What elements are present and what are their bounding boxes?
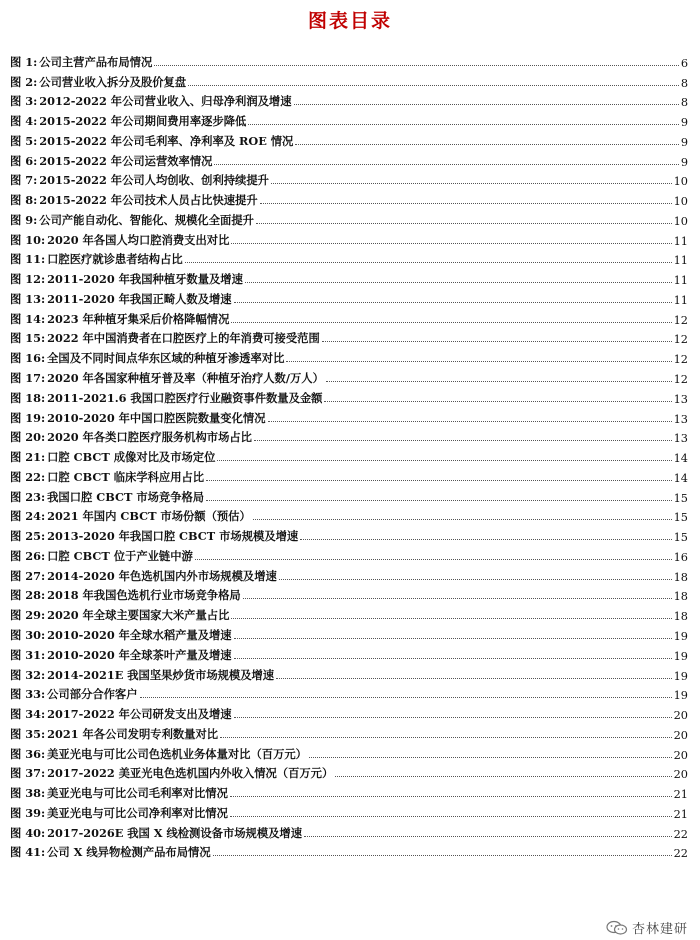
leader-dots bbox=[248, 124, 678, 125]
toc-entry[interactable] bbox=[10, 169, 688, 189]
leader-dots bbox=[260, 203, 672, 204]
leader-dots bbox=[286, 361, 671, 362]
leader-dots bbox=[279, 579, 672, 580]
toc-entry-label: 图 3: bbox=[10, 94, 38, 109]
toc-entry-page: 10 bbox=[673, 175, 688, 189]
toc-entry-title: 2010-2020 年全球茶叶产量及增速 bbox=[47, 647, 232, 662]
toc-entry-page: 13 bbox=[673, 412, 688, 426]
toc-entry-label: 图 19: bbox=[10, 410, 46, 425]
toc-entry[interactable] bbox=[10, 307, 688, 327]
toc-entry-title: 2015-2022 年公司技术人员占比快速提升 bbox=[39, 193, 258, 208]
leader-dots bbox=[243, 598, 672, 599]
toc-entry[interactable] bbox=[10, 702, 688, 722]
toc-entry-label: 图 29: bbox=[10, 608, 46, 623]
leader-dots bbox=[231, 618, 671, 619]
toc-entry-page: 12 bbox=[673, 373, 688, 387]
toc-entry[interactable] bbox=[10, 386, 688, 406]
toc-entry[interactable] bbox=[10, 50, 688, 70]
toc-entry-title: 公司部分合作客户 bbox=[47, 687, 138, 702]
toc-entry[interactable] bbox=[10, 90, 688, 110]
toc-entry-page: 18 bbox=[673, 570, 688, 584]
toc-entry-title: 2021 年各公司发明专利数量对比 bbox=[47, 726, 219, 741]
toc-entry-label: 图 10: bbox=[10, 232, 46, 247]
leader-dots bbox=[294, 104, 679, 105]
toc-entry-page: 11 bbox=[673, 274, 688, 288]
toc-entry-page: 12 bbox=[673, 353, 688, 367]
toc-entry[interactable] bbox=[10, 327, 688, 347]
toc-entry-page: 19 bbox=[673, 649, 688, 663]
leader-dots bbox=[322, 341, 672, 342]
toc-entry-title: 口腔 CBCT 临床学科应用占比 bbox=[47, 469, 205, 484]
toc-entry[interactable] bbox=[10, 683, 688, 703]
toc-entry-label: 图 30: bbox=[10, 627, 46, 642]
toc-entry[interactable] bbox=[10, 603, 688, 623]
toc-entry-page: 14 bbox=[673, 471, 688, 485]
leader-dots bbox=[271, 183, 672, 184]
toc-entry-title: 2017-2022 美亚光电色选机国内外收入情况（百万元） bbox=[47, 766, 334, 781]
toc-entry-label: 图 32: bbox=[10, 667, 46, 682]
toc-entry-title: 2017-2026E 我国 X 线检测设备市场规模及增速 bbox=[47, 825, 303, 840]
toc-entry-label: 图 16: bbox=[10, 351, 46, 366]
toc-entry-page: 14 bbox=[673, 452, 688, 466]
toc-entry-page: 15 bbox=[673, 511, 688, 525]
toc-entry-title: 2020 年各国人均口腔消费支出对比 bbox=[47, 232, 230, 247]
leader-dots bbox=[276, 678, 672, 679]
leader-dots bbox=[234, 658, 672, 659]
leader-dots bbox=[154, 65, 679, 66]
leader-dots bbox=[206, 500, 672, 501]
toc-entry[interactable] bbox=[10, 406, 688, 426]
leader-dots bbox=[230, 816, 672, 817]
toc-entry-page: 15 bbox=[673, 531, 688, 545]
leader-dots bbox=[234, 717, 672, 718]
toc-entry-label: 图 37: bbox=[10, 766, 46, 781]
toc-entry-label: 图 1: bbox=[10, 54, 38, 69]
toc-entry-label: 图 38: bbox=[10, 786, 46, 801]
toc-entry-title: 口腔医疗就诊患者结构占比 bbox=[47, 252, 183, 267]
leader-dots bbox=[256, 223, 672, 224]
toc-entry-page: 10 bbox=[673, 214, 688, 228]
toc-entry[interactable] bbox=[10, 524, 688, 544]
leader-dots bbox=[335, 776, 671, 777]
toc-entry-page: 18 bbox=[673, 610, 688, 624]
toc-entry-page: 10 bbox=[673, 195, 688, 209]
toc-entry[interactable] bbox=[10, 505, 688, 525]
toc-entry-page: 12 bbox=[673, 313, 688, 327]
toc-entry-title: 美亚光电与可比公司色选机业务体量对比（百万元） bbox=[47, 746, 307, 761]
toc-entry-page: 19 bbox=[673, 689, 688, 703]
toc-entry[interactable] bbox=[10, 267, 688, 287]
toc-entry[interactable] bbox=[10, 762, 688, 782]
leader-dots bbox=[254, 440, 672, 441]
toc-entry-label: 图 34: bbox=[10, 707, 46, 722]
toc-entry-title: 我国口腔 CBCT 市场竞争格局 bbox=[47, 489, 205, 504]
page-title: 图表目录 bbox=[307, 10, 392, 32]
toc-entry-label: 图 40: bbox=[10, 825, 46, 840]
leader-dots bbox=[206, 480, 672, 481]
toc-entry-label: 图 21: bbox=[10, 450, 46, 465]
toc-entry-label: 图 14: bbox=[10, 311, 46, 326]
leader-dots bbox=[140, 697, 672, 698]
leader-dots bbox=[185, 262, 672, 263]
leader-dots bbox=[231, 322, 671, 323]
toc-entry-label: 图 31: bbox=[10, 647, 46, 662]
toc-entry-title: 2010-2020 年全球水稻产量及增速 bbox=[47, 627, 232, 642]
toc-entry-page: 13 bbox=[673, 392, 688, 406]
toc-entry[interactable] bbox=[10, 129, 688, 149]
watermark-text: 杏林建研 bbox=[631, 922, 688, 937]
toc-entry[interactable] bbox=[10, 722, 688, 742]
toc-entry[interactable] bbox=[10, 643, 688, 663]
leader-dots bbox=[231, 243, 671, 244]
leader-dots bbox=[245, 282, 672, 283]
toc-entry-label: 图 33: bbox=[10, 687, 46, 702]
toc-entry-title: 2023 年种植牙集采后价格降幅情况 bbox=[47, 311, 230, 326]
toc-entry-page: 21 bbox=[673, 807, 688, 821]
toc-entry-label: 图 22: bbox=[10, 469, 46, 484]
leader-dots bbox=[304, 836, 672, 837]
toc-entry[interactable] bbox=[10, 366, 688, 386]
toc-entry-page: 9 bbox=[680, 155, 688, 169]
toc-entry[interactable] bbox=[10, 109, 688, 129]
toc-entry-label: 图 4: bbox=[10, 114, 38, 129]
toc-entry[interactable] bbox=[10, 346, 688, 366]
toc-entry-page: 9 bbox=[680, 116, 688, 130]
toc-entry-title: 2015-2022 年公司毛利率、净利率及 ROE 情况 bbox=[39, 133, 294, 148]
toc-entry-label: 图 36: bbox=[10, 746, 46, 761]
toc-entry-title: 2021 年国内 CBCT 市场份额（预估） bbox=[47, 509, 251, 524]
toc-entry-page: 21 bbox=[673, 788, 688, 802]
toc-entry[interactable] bbox=[10, 445, 688, 465]
toc-entry-page: 19 bbox=[673, 669, 688, 683]
toc-entry-label: 图 5: bbox=[10, 133, 38, 148]
toc-entry-title: 2020 年各类口腔医疗服务机构市场占比 bbox=[47, 430, 252, 445]
leader-dots bbox=[268, 421, 672, 422]
toc-entry-title: 2010-2020 年中国口腔医院数量变化情况 bbox=[47, 410, 266, 425]
watermark bbox=[606, 918, 688, 937]
toc-entry[interactable] bbox=[10, 248, 688, 268]
toc-entry-title: 美亚光电与可比公司毛利率对比情况 bbox=[47, 786, 228, 801]
toc-entry-label: 图 23: bbox=[10, 489, 46, 504]
toc-entry-label: 图 28: bbox=[10, 588, 46, 603]
toc-entry-page: 20 bbox=[673, 768, 688, 782]
toc-entry-title: 2020 年各国家种植牙普及率（种植牙治疗人数/万人） bbox=[47, 371, 324, 386]
toc-entry-page: 22 bbox=[673, 827, 688, 841]
toc-entry[interactable] bbox=[10, 208, 688, 228]
toc-entry-page: 22 bbox=[673, 847, 688, 861]
toc-entry[interactable] bbox=[10, 465, 688, 485]
toc-entry-page: 8 bbox=[680, 96, 688, 110]
toc-entry-page: 15 bbox=[673, 491, 688, 505]
toc-entry-title: 2011-2020 年我国正畸人数及增速 bbox=[47, 291, 232, 306]
toc-entry-label: 图 24: bbox=[10, 509, 46, 524]
toc-entry-page: 11 bbox=[673, 234, 688, 248]
toc-entry-title: 公司产能自动化、智能化、规模化全面提升 bbox=[39, 212, 254, 227]
toc-entry-label: 图 15: bbox=[10, 331, 46, 346]
toc-entry-title: 2022 年中国消费者在口腔医疗上的年消费可接受范围 bbox=[47, 331, 320, 346]
toc-entry[interactable] bbox=[10, 623, 688, 643]
toc-entry-title: 2020 年全球主要国家大米产量占比 bbox=[47, 608, 230, 623]
leader-dots bbox=[230, 796, 672, 797]
leader-dots bbox=[195, 559, 672, 560]
toc-entry[interactable] bbox=[10, 149, 688, 169]
toc-entry-title: 2015-2022 年公司运营效率情况 bbox=[39, 153, 213, 168]
toc-entry-label: 图 12: bbox=[10, 272, 46, 287]
toc-entry-page: 6 bbox=[680, 56, 688, 70]
toc-entry-label: 图 2: bbox=[10, 74, 38, 89]
leader-dots bbox=[253, 519, 672, 520]
toc-entry-page: 19 bbox=[673, 629, 688, 643]
toc-entry-page: 20 bbox=[673, 709, 688, 723]
toc-entry-title: 2015-2022 年公司人均创收、创利持续提升 bbox=[39, 173, 269, 188]
toc-entry[interactable] bbox=[10, 584, 688, 604]
toc-entry-label: 图 35: bbox=[10, 726, 46, 741]
toc-entry-page: 13 bbox=[673, 432, 688, 446]
toc-entry[interactable] bbox=[10, 821, 688, 841]
toc-entry-page: 11 bbox=[673, 254, 688, 268]
toc-entry[interactable] bbox=[10, 426, 688, 446]
leader-dots bbox=[214, 164, 678, 165]
toc-entry-title: 美亚光电与可比公司净利率对比情况 bbox=[47, 805, 228, 820]
toc-entry[interactable] bbox=[10, 742, 688, 762]
leader-dots bbox=[295, 144, 678, 145]
toc-entry-page: 8 bbox=[680, 76, 688, 90]
toc-entry-title: 2017-2022 年公司研发支出及增速 bbox=[47, 707, 232, 722]
toc-entry-label: 图 39: bbox=[10, 805, 46, 820]
toc-entry[interactable] bbox=[10, 564, 688, 584]
toc-entry-label: 图 11: bbox=[10, 252, 46, 267]
toc-entry-page: 20 bbox=[673, 748, 688, 762]
toc-entry-title: 口腔 CBCT 位于产业链中游 bbox=[47, 548, 193, 563]
figure-toc-list bbox=[10, 50, 688, 860]
wechat-icon bbox=[606, 920, 628, 936]
leader-dots bbox=[220, 737, 672, 738]
leader-dots bbox=[217, 460, 671, 461]
toc-entry[interactable] bbox=[10, 663, 688, 683]
leader-dots bbox=[213, 855, 672, 856]
toc-entry-label: 图 27: bbox=[10, 568, 46, 583]
toc-entry[interactable] bbox=[10, 228, 688, 248]
toc-entry-label: 图 20: bbox=[10, 430, 46, 445]
toc-entry-title: 2018 年我国色选机行业市场竞争格局 bbox=[47, 588, 241, 603]
toc-entry-label: 图 25: bbox=[10, 529, 46, 544]
leader-dots bbox=[300, 539, 671, 540]
toc-entry-label: 图 26: bbox=[10, 548, 46, 563]
toc-entry-page: 18 bbox=[673, 590, 688, 604]
toc-entry-title: 2011-2021.6 我国口腔医疗行业融资事件数量及金额 bbox=[47, 390, 323, 405]
toc-entry-title: 2011-2020 年我国种植牙数量及增速 bbox=[47, 272, 243, 287]
leader-dots bbox=[326, 381, 672, 382]
toc-entry-label: 图 9: bbox=[10, 212, 38, 227]
toc-entry-label: 图 8: bbox=[10, 193, 38, 208]
toc-entry-title: 公司主营产品布局情况 bbox=[39, 54, 153, 69]
toc-entry-label: 图 17: bbox=[10, 371, 46, 386]
toc-entry-label: 图 18: bbox=[10, 390, 46, 405]
toc-entry-page: 11 bbox=[673, 293, 688, 307]
toc-entry-title: 口腔 CBCT 成像对比及市场定位 bbox=[47, 450, 216, 465]
toc-entry[interactable] bbox=[10, 188, 688, 208]
toc-entry-title: 2015-2022 年公司期间费用率逐步降低 bbox=[39, 114, 247, 129]
leader-dots bbox=[188, 85, 679, 86]
toc-entry-label: 图 6: bbox=[10, 153, 38, 168]
toc-entry-label: 图 13: bbox=[10, 291, 46, 306]
toc-entry[interactable] bbox=[10, 544, 688, 564]
toc-entry-title: 2012-2022 年公司营业收入、归母净利润及增速 bbox=[39, 94, 292, 109]
leader-dots bbox=[234, 638, 672, 639]
leader-dots bbox=[234, 302, 672, 303]
toc-entry[interactable] bbox=[10, 287, 688, 307]
toc-entry-page: 20 bbox=[673, 728, 688, 742]
toc-entry-title: 公司 X 线异物检测产品布局情况 bbox=[47, 845, 211, 860]
toc-entry-label: 图 41: bbox=[10, 845, 46, 860]
toc-entry-page: 16 bbox=[673, 550, 688, 564]
toc-entry-page: 12 bbox=[673, 333, 688, 347]
leader-dots bbox=[309, 757, 672, 758]
toc-entry-title: 全国及不同时间点华东区域的种植牙渗透率对比 bbox=[47, 351, 285, 366]
toc-entry[interactable] bbox=[10, 841, 688, 861]
toc-entry-page: 9 bbox=[680, 135, 688, 149]
toc-entry-title: 2014-2021E 我国坚果炒货市场规模及增速 bbox=[47, 667, 275, 682]
toc-entry-label: 图 7: bbox=[10, 173, 38, 188]
leader-dots bbox=[324, 401, 671, 402]
toc-entry[interactable] bbox=[10, 70, 688, 90]
toc-entry-title: 公司营业收入拆分及股价复盘 bbox=[39, 74, 187, 89]
toc-entry-title: 2014-2020 年色选机国内外市场规模及增速 bbox=[47, 568, 277, 583]
toc-entry[interactable] bbox=[10, 485, 688, 505]
toc-entry[interactable] bbox=[10, 781, 688, 801]
toc-entry[interactable] bbox=[10, 801, 688, 821]
toc-entry-title: 2013-2020 年我国口腔 CBCT 市场规模及增速 bbox=[47, 529, 299, 544]
